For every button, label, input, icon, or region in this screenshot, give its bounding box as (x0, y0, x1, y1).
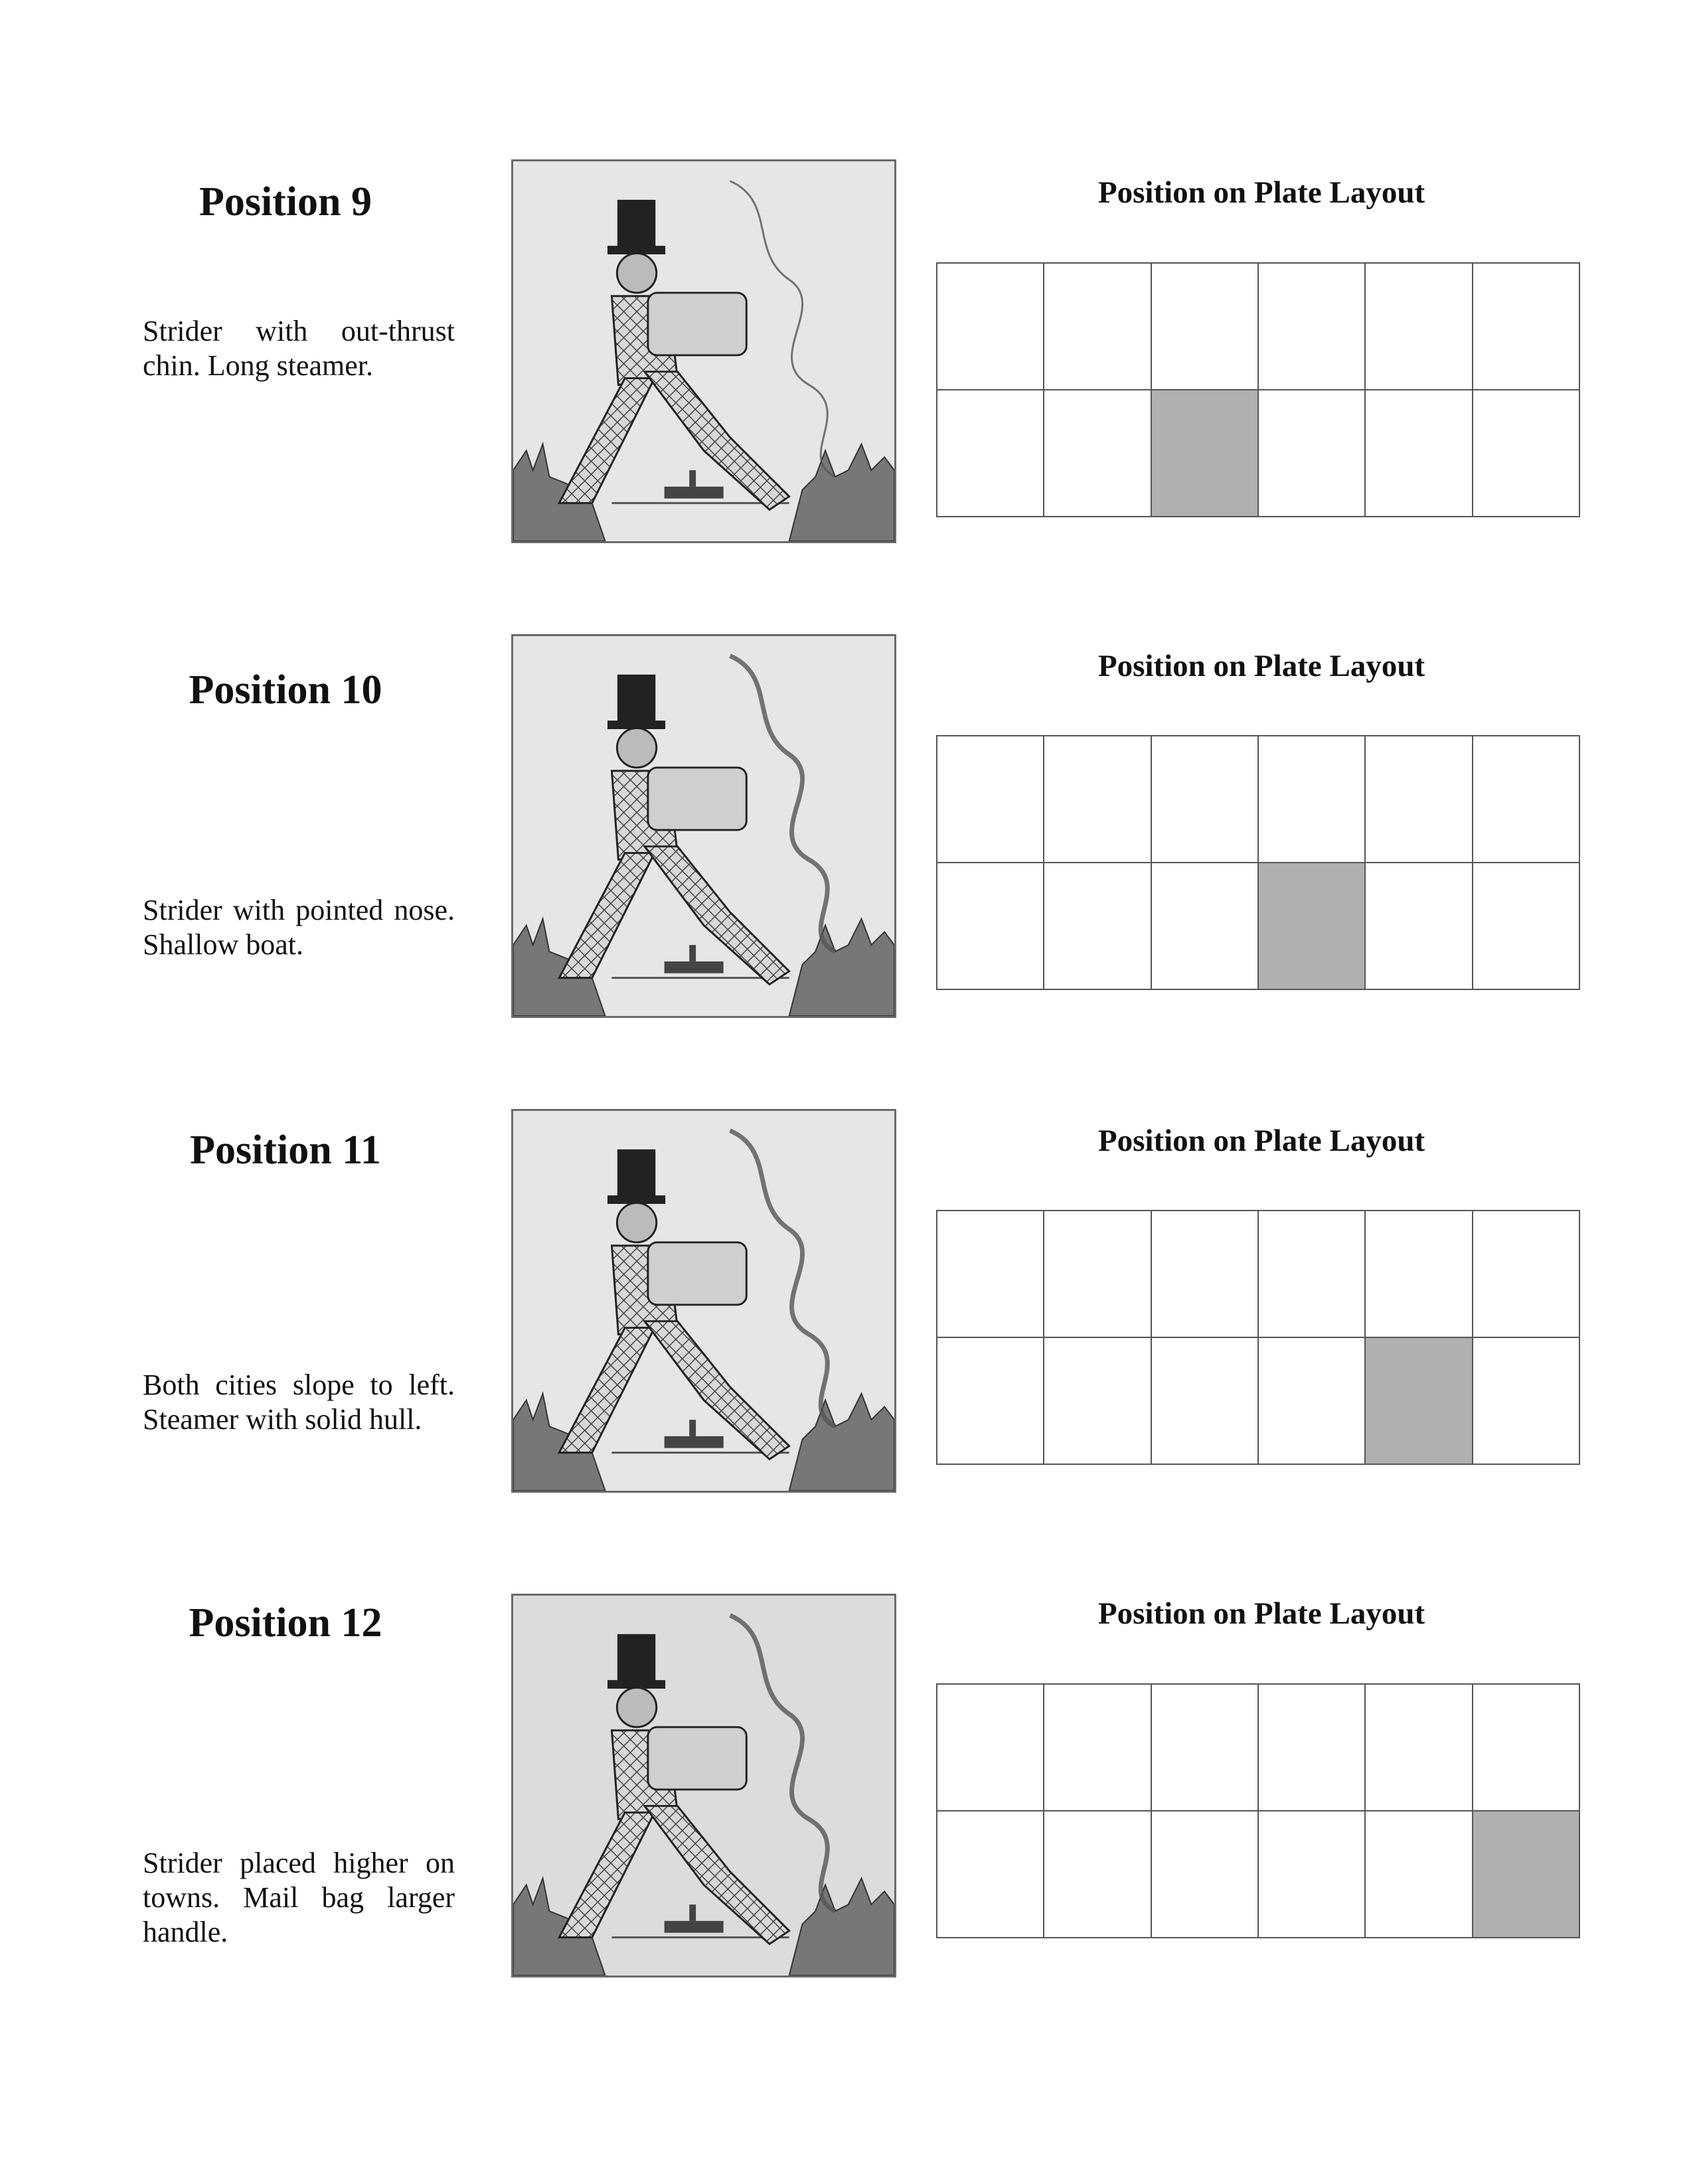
plate-cell-highlighted (1259, 863, 1366, 990)
plate-cell (1473, 1211, 1580, 1338)
plate-cell (1259, 1338, 1366, 1465)
steamer-funnel (689, 470, 696, 487)
plate-cell (937, 863, 1044, 990)
plate-cell (1152, 264, 1259, 390)
plate-cell (1366, 863, 1473, 990)
plate-cell (1259, 1685, 1366, 1811)
plate-cell (1044, 1811, 1151, 1938)
plate-cell (937, 1338, 1044, 1465)
position-description: Strider with out-thrust chin. Long steamer. (143, 315, 455, 382)
plate-cell (937, 390, 1044, 517)
plate-cell-highlighted (1473, 1811, 1580, 1938)
plate-cell (1473, 736, 1580, 863)
plate-cell (1044, 1338, 1151, 1465)
plate-cell (1366, 1811, 1473, 1938)
plate-cell (1044, 264, 1151, 390)
plate-cell (1473, 390, 1580, 517)
plate-cell (937, 264, 1044, 390)
plate-cell (1152, 1811, 1259, 1938)
plate-layout-grid (936, 262, 1580, 517)
stamp-image (511, 634, 896, 1018)
plate-cell (1366, 390, 1473, 517)
position-description: Both cities slope to left. Steamer with solid hull. (143, 1369, 455, 1436)
steamer-funnel (689, 945, 696, 962)
plate-cell (937, 1811, 1044, 1938)
plate-cell (1259, 736, 1366, 863)
position-entry (0, 159, 1693, 571)
stamp-image (511, 159, 896, 543)
steamer-hull (665, 487, 724, 499)
plate-cell (1152, 1211, 1259, 1338)
plate-cell (1044, 1685, 1151, 1811)
steamer-funnel (689, 1420, 696, 1436)
plate-cell (937, 1685, 1044, 1811)
position-description: Strider with pointed nose. Shallow boat. (143, 894, 455, 961)
position-title: Position 11 (190, 1128, 381, 1173)
position-title: Position 9 (199, 179, 372, 224)
steamer-hull (665, 1436, 724, 1448)
plate-cell (1152, 1338, 1259, 1465)
stamp-engraving (513, 1596, 894, 1975)
stamp-engraving (513, 1111, 894, 1491)
plate-cell (1473, 863, 1580, 990)
plate-cell (1044, 390, 1151, 517)
position-title: Position 10 (189, 667, 382, 713)
position-title: Position 12 (189, 1600, 382, 1645)
plate-cell (1259, 1211, 1366, 1338)
plate-layout-title: Position on Plate Layout (1097, 1596, 1425, 1631)
plate-cell (1473, 1685, 1580, 1811)
position-entry (0, 1109, 1693, 1521)
position-entry (0, 634, 1693, 1046)
plate-cell-highlighted (1152, 390, 1259, 517)
plate-cell (1366, 1685, 1473, 1811)
steamer-hull (665, 1921, 724, 1933)
steamer-funnel (689, 1904, 696, 1921)
plate-cell (1044, 863, 1151, 990)
plate-layout-title: Position on Plate Layout (1097, 1124, 1425, 1158)
stamp-image (511, 1109, 896, 1493)
plate-layout-grid (936, 1210, 1580, 1465)
plate-cell (1366, 736, 1473, 863)
steamer-hull (665, 962, 724, 973)
stamp-engraving (513, 161, 894, 541)
stamp-engraving (513, 636, 894, 1016)
plate-cell (1366, 1211, 1473, 1338)
plate-cell (1152, 736, 1259, 863)
position-description: Strider placed higher on towns. Mail bag larger handle. (143, 1847, 455, 1948)
plate-cell (1473, 1338, 1580, 1465)
plate-cell (937, 1211, 1044, 1338)
plate-cell (1152, 863, 1259, 990)
plate-cell (1044, 736, 1151, 863)
plate-cell (1366, 264, 1473, 390)
plate-layout-grid (936, 1683, 1580, 1938)
stamp-image (511, 1594, 896, 1977)
plate-cell (937, 736, 1044, 863)
position-entry (0, 1594, 1693, 2005)
plate-cell (1259, 390, 1366, 517)
plate-cell-highlighted (1366, 1338, 1473, 1465)
plate-layout-grid (936, 735, 1580, 990)
plate-cell (1044, 1211, 1151, 1338)
plate-layout-title: Position on Plate Layout (1097, 649, 1425, 683)
plate-cell (1259, 264, 1366, 390)
plate-cell (1259, 1811, 1366, 1938)
plate-cell (1473, 264, 1580, 390)
plate-layout-title: Position on Plate Layout (1097, 175, 1425, 210)
plate-cell (1152, 1685, 1259, 1811)
